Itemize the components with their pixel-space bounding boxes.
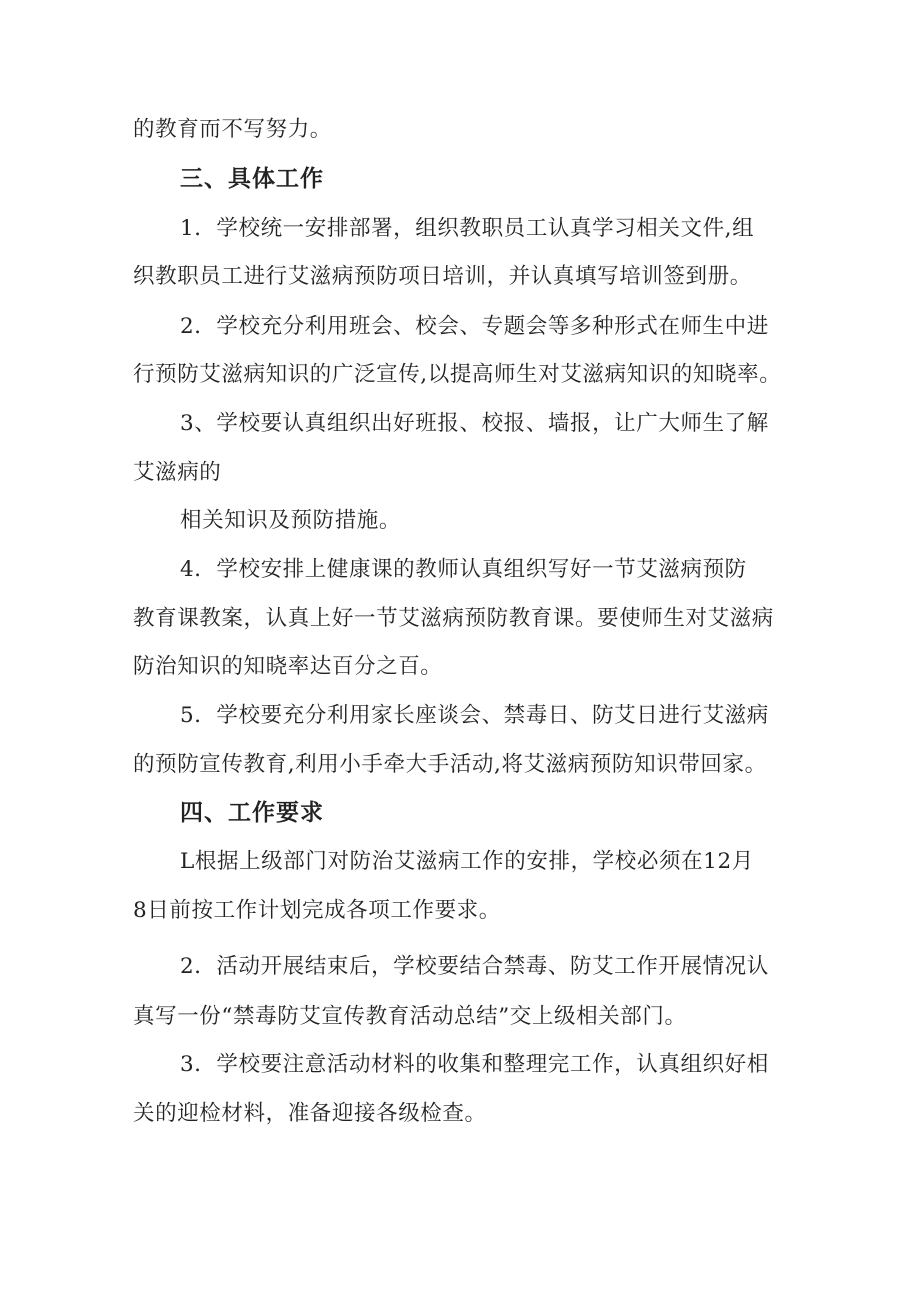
- text-line: 艾滋病的: [133, 460, 222, 485]
- text-line: 的教育而不写努力。: [133, 117, 332, 142]
- text-line: 织教职员工进行艾滋病预防项日培训，并认真填写培训签到册。: [133, 264, 752, 289]
- text-line: L根据上级部门对防治艾滋病工作的安排，学校必须在12月: [180, 849, 754, 874]
- text-line: 防治知识的知晓率达百分之百。: [133, 654, 443, 679]
- text-line: 相关知识及预防措施。: [180, 508, 402, 533]
- text-line: 3、学校要认真组织出好班报、校报、墙报，让广大师生了解: [180, 411, 769, 436]
- text-line: 真写一份“禁毒防艾宣传教育活动总结”交上级相关部门。: [133, 1004, 687, 1029]
- section-heading: 三、具体工作: [180, 166, 324, 192]
- text-line: 5．学校要充分利用家长座谈会、禁毒日、防艾日进行艾滋病: [180, 703, 769, 728]
- text-line: 3．学校要注意活动材料的收集和整理完工作，认真组织好相: [180, 1052, 769, 1077]
- text-line: 1．学校统一安排部署，组织教职员工认真学习相关文件,组: [180, 216, 755, 241]
- text-line: 4．学校安排上健康课的教师认真组织写好一节艾滋病预防: [180, 557, 747, 582]
- text-line: 的预防宣传教育,利用小手牵大手活动,将艾滋病预防知识带回家。: [133, 752, 767, 777]
- text-line: 关的迎检材料，准备迎接各级检查。: [133, 1101, 487, 1126]
- text-line: 8日前按工作计划完成各项工作要求。: [133, 898, 501, 923]
- text-line: 教育课教案，认真上好一节艾滋病预防教育课。要使师生对艾滋病: [133, 606, 774, 631]
- text-line: 2．学校充分利用班会、校会、专题会等多种形式在师生中进: [180, 314, 769, 339]
- text-line: 行预防艾滋病知识的广泛宣传,以提高师生对艾滋病知识的知晓率。: [133, 362, 782, 387]
- section-heading: 四、工作要求: [180, 800, 324, 826]
- text-line: 2．活动开展结束后，学校要结合禁毒、防艾工作开展情况认: [180, 954, 769, 979]
